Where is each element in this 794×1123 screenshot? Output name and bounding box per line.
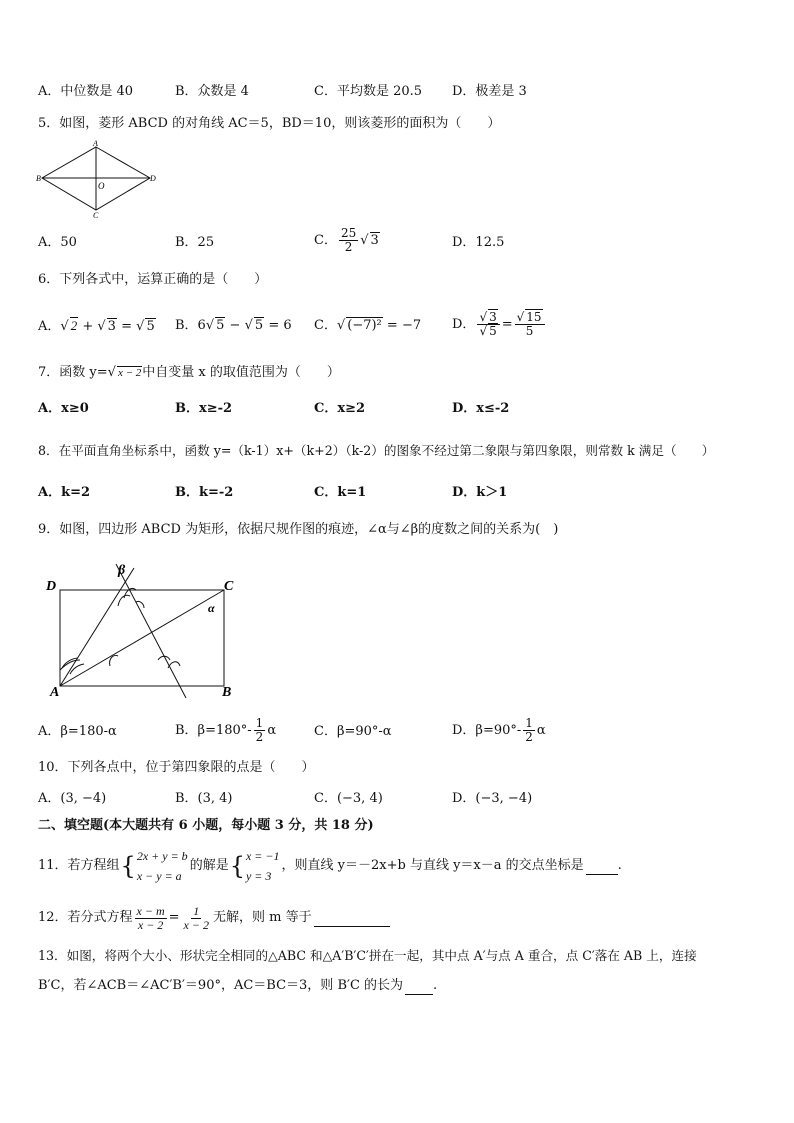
q6-option-a: A．√ 2 + √ 3 = √ 5 (38, 318, 155, 334)
q9-option-c: C．β=90°-α (314, 724, 392, 739)
q6-option-d: D． $\frac{√ 3}{√ 5}$ = $\frac{√ 15}{5}$ (452, 305, 547, 345)
q7-option-a: A．x≥0 (38, 401, 89, 416)
q9-question: 9．如图，四边形 ABCD 为矩形，依据尺规作图的痕迹，∠α与∠β的度数之间的关系为( ) (38, 522, 559, 537)
q11-sol2: y = 3 (245, 869, 272, 883)
q4-option-b: B．众数是 4 (175, 84, 249, 99)
section-2-heading: 二、填空题(本大题共有 6 小题，每小题 3 分，共 18 分) (38, 818, 374, 833)
q11-eq1: 2x + y = b (136, 849, 188, 863)
q10-option-a: A．(3, −4) (38, 791, 107, 806)
q7-option-c: C．x≥2 (314, 401, 366, 416)
q8-question: 8．在平面直角坐标系中，函数 y=（k-1）x+（k+2）（k-2）的图象不经过第二象限与第四象限，则常数 k 满足（ ） (38, 443, 715, 458)
q5-option-d: D．12.5 (452, 235, 505, 250)
q9-option-b: B．β=180°- $\frac{1}{2}$ α (175, 716, 277, 744)
q9-label-a: A (50, 685, 60, 700)
q8-option-a: A．k=2 (38, 485, 91, 500)
q9-label-alpha: α (208, 601, 215, 615)
q7-option-d: D．x≤-2 (452, 401, 510, 416)
q5-option-c: C． $\frac{25}{2}$ √ 3 (314, 226, 379, 254)
q11-question: 11．若方程组 { 2x + y = b x − y = a 的解是 { x = −1 y = 3 ，则直线 y＝－2x+b 与直线 y＝x－a 的交点坐标是 . (38, 842, 622, 890)
q4-option-d: D．极差是 3 (452, 84, 527, 99)
q6-question: 6．下列各式中，运算正确的是（ ） (38, 272, 268, 287)
q8-option-c: C．k=1 (314, 485, 367, 500)
q13-line-1: 13．如图，将两个大小、形状完全相同的△ABC 和△A′B′C′拼在一起，其中点 A′与点 A 重合，点 C′落在 AB 上，连接 (38, 948, 697, 963)
q12-answer-blank[interactable] (314, 910, 390, 927)
q7-option-b: B．x≥-2 (175, 401, 233, 416)
q10-option-c: C．(−3, 4) (314, 791, 383, 806)
q6-option-b: B．6√ 5 − √ 5 = 6 (175, 318, 292, 333)
q4-option-a: A．中位数是 40 (38, 84, 134, 99)
q9-label-beta: β (118, 563, 126, 578)
q9-option-d: D．β=90°- $\frac{1}{2}$ α (452, 716, 546, 744)
q10-question: 10．下列各点中，位于第四象限的点是（ ） (38, 760, 315, 775)
q8-option-d: D．k＞1 (452, 485, 508, 500)
q5-option-b: B．25 (175, 235, 215, 250)
q9-label-d: D (46, 579, 57, 594)
q11-eq2: x − y = a (136, 869, 182, 883)
q9-option-a: A．β=180-α (38, 724, 117, 739)
q11-answer-blank[interactable] (586, 858, 618, 875)
q13-line-2: B′C，若∠ACB＝∠AC′B′＝90°，AC＝BC＝3，则 B′C 的长为 . (38, 978, 438, 993)
q5-label-o: O (98, 181, 105, 191)
q8-option-b: B．k=-2 (175, 485, 234, 500)
q5-rhombus-figure (36, 140, 160, 218)
q13-answer-blank[interactable] (405, 978, 433, 995)
q12-question: 12．若分式方程 $\frac{x - m}{x - 2}$ = $\frac{1}{x - 2}$ 无解，则 m 等于 (38, 900, 390, 936)
q5-option-a: A．50 (38, 235, 77, 250)
q5-label-c: C (93, 211, 99, 218)
q6-option-c: C．√ (−7)² = −7 (314, 318, 422, 333)
q5-question: 5．如图，菱形 ABCD 的对角线 AC＝5，BD＝10，则该菱形的面积为（ ） (38, 116, 501, 131)
q5-label-d: D (150, 174, 156, 183)
q11-sol1: x = −1 (245, 849, 280, 863)
q5-label-a: A (93, 140, 98, 148)
q9-label-b: B (222, 685, 232, 700)
q7-question: 7．函数 y=√ x − 2中自变量 x 的取值范围为（ ） (38, 365, 340, 380)
q10-option-b: B．(3, 4) (175, 791, 233, 806)
q10-option-d: D．(−3, −4) (452, 791, 533, 806)
q9-rectangle-figure (40, 556, 250, 700)
q4-option-c: C．平均数是 20.5 (314, 84, 423, 99)
q5-label-b: B (36, 174, 41, 183)
q9-label-c: C (224, 579, 234, 594)
